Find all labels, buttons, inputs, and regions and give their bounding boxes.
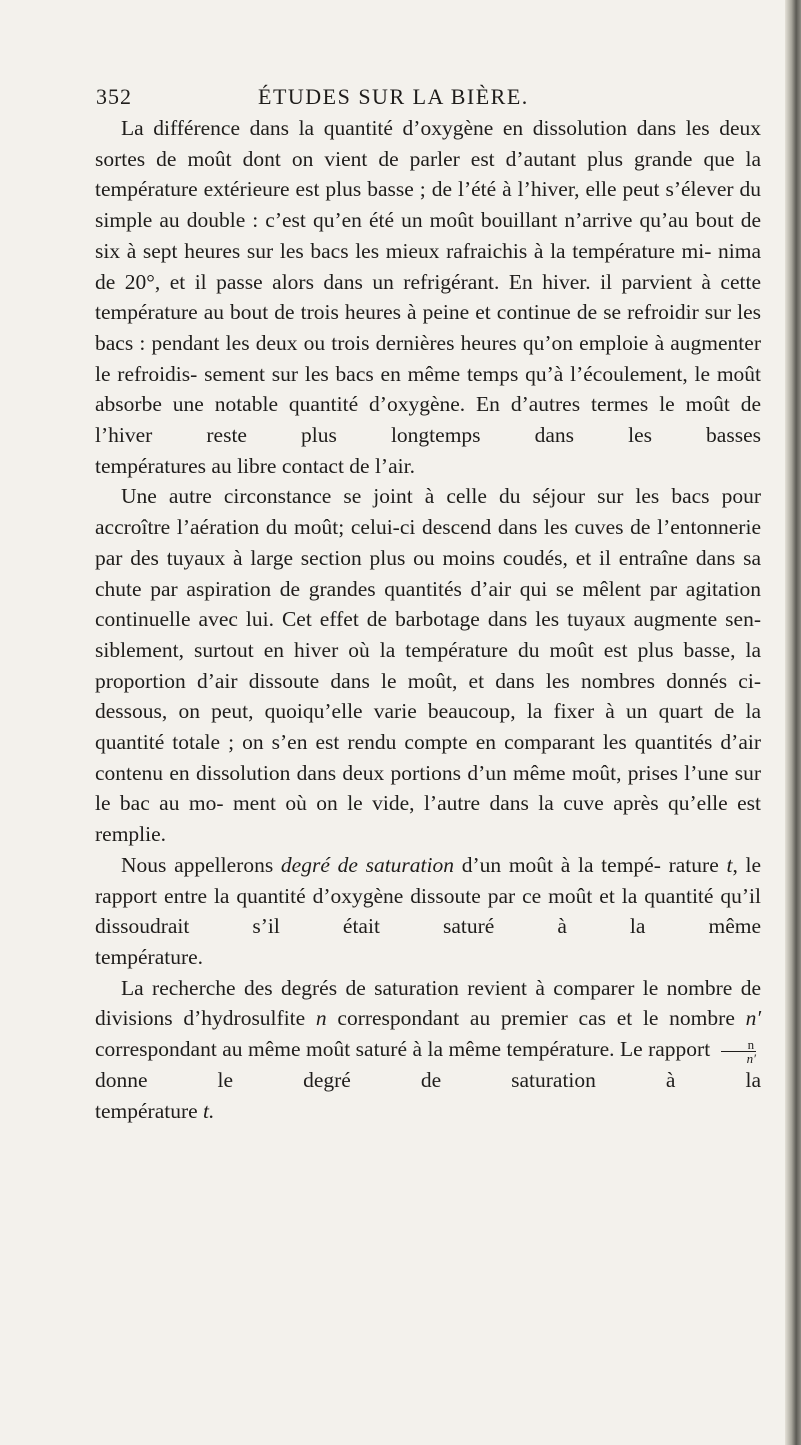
text-line: cas et le nombre	[578, 1006, 735, 1031]
text-line: Une autre circonstance se joint à celle du séjour sur les bacs	[121, 484, 710, 509]
text-line: La recherche des degrés de saturation revient à comparer le	[121, 975, 659, 1000]
paragraph-4	[95, 973, 761, 1096]
text-line: nima de 20°, et il passe alors dans un refrigérant. En hiver.	[95, 238, 762, 294]
text-line: les deux sortes de moût dont on vient de parler est d’autant	[95, 116, 761, 171]
text-line: La différence dans la quantité d’oxygène en dissolution dans	[121, 116, 677, 140]
text-line: l’été à l’hiver, elle peut s’élever du simple au double : c’est	[95, 177, 761, 233]
text-line: pour accroître l’aération du moût; celui-ci descend dans les	[95, 484, 762, 540]
text-line: trois dernières heures qu’on emploie à augmenter le refroidis-	[95, 330, 761, 386]
ratio-fraction	[721, 1038, 756, 1065]
text-line: la fixer à un quart de la quantité totale ; on s’en est rendu compte	[95, 699, 761, 755]
text-line: moins coudés, et il entraîne dans sa chute par aspiration de	[95, 545, 761, 601]
page-number: 352	[96, 84, 132, 109]
text-line: nombres donnés ci-dessous, on peut, quoiqu’elle varie beaucoup,	[95, 668, 761, 724]
text-line: plus grande que la température extérieure est plus basse ; de	[95, 146, 762, 202]
text-line: qu’en été un moût bouillant n’arrive qu’au bout de six à sept	[95, 208, 762, 263]
paragraph-1-end	[95, 451, 761, 482]
text-line: température. Le rapport	[506, 1037, 711, 1062]
running-title: ÉTUDES SUR LA BIÈRE.	[258, 84, 529, 109]
paragraph-1	[95, 113, 761, 451]
text-line: basse, la proportion d’air dissoute dans le moût, et dans les	[95, 637, 761, 693]
italic-var: n′	[745, 1006, 762, 1031]
text-line: rature	[668, 852, 719, 877]
body-text	[95, 113, 761, 1126]
page-edge	[785, 0, 801, 1445]
text-line: correspondant au premier	[337, 1006, 568, 1031]
italic-var: t	[726, 852, 733, 877]
italic-var: t.	[203, 1098, 215, 1123]
text-line: moût absorbe une notable quantité d’oxygène. En d’autres	[95, 361, 762, 417]
text-line: siblement, surtout en hiver où la température du moût est plus	[95, 637, 674, 662]
text-line: sement sur les bacs en même temps qu’à l’écoulement, le	[204, 361, 711, 386]
fraction-numerator: n	[721, 1038, 756, 1052]
italic-var: n	[315, 1006, 327, 1031]
text-line: et continue de se refroidir sur les bacs : pendant les deux ou	[95, 300, 762, 355]
text-line: avec lui. Cet effet de barbotage dans les tuyaux augmente sen-	[198, 607, 761, 632]
text-line: d’un moût à la tempé-	[461, 852, 661, 877]
text-line: moût et la quantité qu’il dissoudrait s’il était saturé à la même	[95, 883, 762, 939]
text-line: il parvient à cette température au bout de trois heures à peine	[95, 269, 762, 325]
text-line: donne le degré de saturation à la	[95, 1067, 761, 1092]
text-line: température.	[95, 944, 204, 969]
text-line: grandes quantités d’air qui se mêlent par agitation continuelle	[95, 576, 762, 632]
text-line: ment où on le vide, l’autre dans la cuve après qu’elle est remplie.	[95, 791, 761, 847]
paragraph-2	[95, 481, 761, 849]
text-line: température	[95, 1098, 198, 1123]
text-line: Nous appellerons	[121, 852, 274, 877]
paragraph-3	[95, 850, 761, 942]
text-line: deux portions d’un même moût, prises l’une sur le bac au mo-	[95, 760, 762, 816]
paragraph-3-end	[95, 942, 761, 973]
italic-term: degré de saturation	[280, 852, 454, 877]
text-line: heures sur les bacs les mieux rafraichis à la température mi-	[184, 238, 712, 263]
text-line: températures au libre contact de l’air.	[95, 453, 415, 478]
fraction-denominator: n′	[746, 1050, 757, 1066]
text-line: , le rapport entre la quantité d’oxygène dissoute par ce	[95, 852, 762, 908]
text-line: en comparant les quantités d’air contenu en dissolution dans	[95, 730, 762, 785]
text-line: nombre de divisions d’hydrosulfite	[95, 975, 762, 1031]
text-line: correspondant au même moût saturé à la même	[95, 1037, 501, 1062]
text-line: cuves de l’entonnerie par des tuyaux à large section plus ou	[95, 515, 761, 570]
paragraph-4-end	[95, 1096, 761, 1127]
text-line: termes le moût de l’hiver reste plus longtemps dans les basses	[95, 392, 761, 448]
